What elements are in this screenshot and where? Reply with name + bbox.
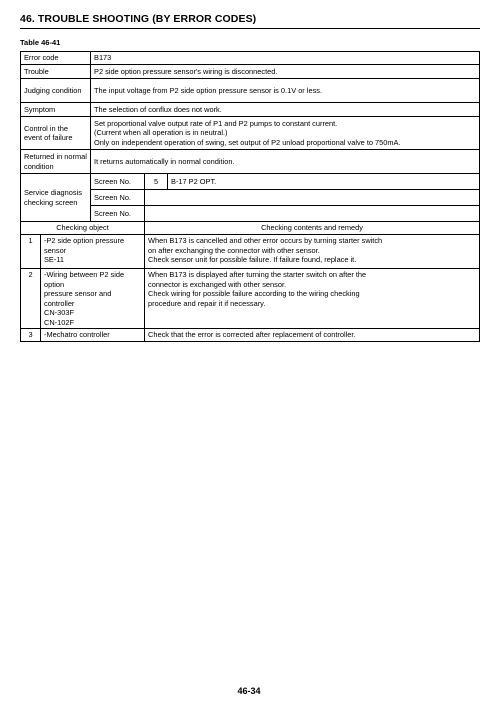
row-error-code	[21, 52, 480, 65]
label-control: Control in the event of failure	[21, 117, 91, 150]
check-remedy-line: on after exchanging the connector with other sensor.	[148, 245, 320, 255]
header-checking-object: Checking object	[21, 222, 145, 235]
row-trouble	[21, 65, 480, 79]
section-heading: 46. TROUBLE SHOOTING (BY ERROR CODES)	[20, 13, 480, 29]
check-object-line: SE-11	[44, 255, 64, 264]
check-remedy-line: connector is exchanged with other sensor.	[148, 279, 287, 289]
row-check-1	[21, 235, 480, 269]
row-service-1	[21, 174, 480, 190]
screen-label: Screen No.	[91, 206, 145, 222]
control-line: Set proportional valve output rate of P1 and P2 pumps to constant current.	[94, 118, 338, 128]
screen-label: Screen No.	[91, 174, 145, 190]
check-remedy-line: Check sensor unit for possible failure. If failure found, replace it.	[148, 255, 357, 264]
screen-item	[145, 190, 480, 206]
check-object	[41, 269, 145, 329]
check-remedy-line: Check that the error is corrected after replacement of controller.	[148, 330, 356, 339]
row-check-3	[21, 329, 480, 342]
check-remedy-line: When B173 is cancelled and other error occurs by turning starter switch	[148, 236, 383, 245]
value-control	[91, 117, 480, 150]
label-returned: Returned in normal condition	[21, 150, 91, 174]
control-line: Only on independent operation of swing, set output of P2 unload proportional valve to 750mA.	[94, 137, 401, 147]
row-check-header	[21, 222, 480, 235]
check-remedy	[145, 235, 480, 269]
value-error-code: B173	[91, 52, 480, 65]
screen-number: 5	[145, 174, 168, 190]
check-object-line: -Wiring between P2 side option	[44, 270, 125, 289]
check-object	[41, 329, 145, 342]
screen-label: Screen No.	[91, 190, 145, 206]
check-remedy-line: Check wiring for possible failure according to the wiring checking	[148, 289, 360, 298]
check-remedy-line: procedure and repair it if necessary.	[148, 298, 266, 308]
row-returned	[21, 150, 480, 174]
row-judging	[21, 79, 480, 103]
value-returned: It returns automatically in normal condition.	[91, 150, 480, 174]
value-symptom: The selection of conflux does not work.	[91, 103, 480, 117]
header-checking-remedy: Checking contents and remedy	[145, 222, 480, 235]
trouble-table	[20, 51, 480, 342]
label-trouble: Trouble	[21, 65, 91, 79]
check-object-line: -P2 side option pressure sensor	[44, 236, 125, 255]
check-object-line: CN-303F	[44, 308, 74, 317]
value-trouble: P2 side option pressure sensor's wiring is disconnected.	[91, 65, 480, 79]
check-object	[41, 235, 145, 269]
page-number: 46-34	[237, 686, 261, 696]
screen-item: B-17 P2 OPT.	[168, 174, 480, 190]
label-judging: Judging condition	[21, 79, 91, 103]
label-symptom: Symptom	[21, 103, 91, 117]
table-caption: Table 46-41	[20, 38, 61, 47]
check-object-line: -Mechatro controller	[44, 330, 110, 339]
screen-item	[145, 206, 480, 222]
label-service: Service diagnosis checking screen	[21, 174, 91, 222]
row-symptom	[21, 103, 480, 117]
check-object-line: pressure sensor and controller	[44, 289, 112, 308]
control-line: (Current when all operation is in neutral.)	[94, 128, 228, 138]
check-number: 1	[21, 235, 41, 269]
row-control	[21, 117, 480, 150]
check-number: 2	[21, 269, 41, 329]
check-remedy	[145, 329, 480, 342]
check-object-line: CN-102F	[44, 317, 74, 327]
value-judging: The input voltage from P2 side option pressure sensor is 0.1V or less.	[91, 79, 480, 103]
check-remedy-line: When B173 is displayed after turning the starter switch on after the	[148, 270, 367, 279]
check-remedy	[145, 269, 480, 329]
check-number: 3	[21, 329, 41, 342]
label-error-code: Error code	[21, 52, 91, 65]
row-check-2	[21, 269, 480, 329]
